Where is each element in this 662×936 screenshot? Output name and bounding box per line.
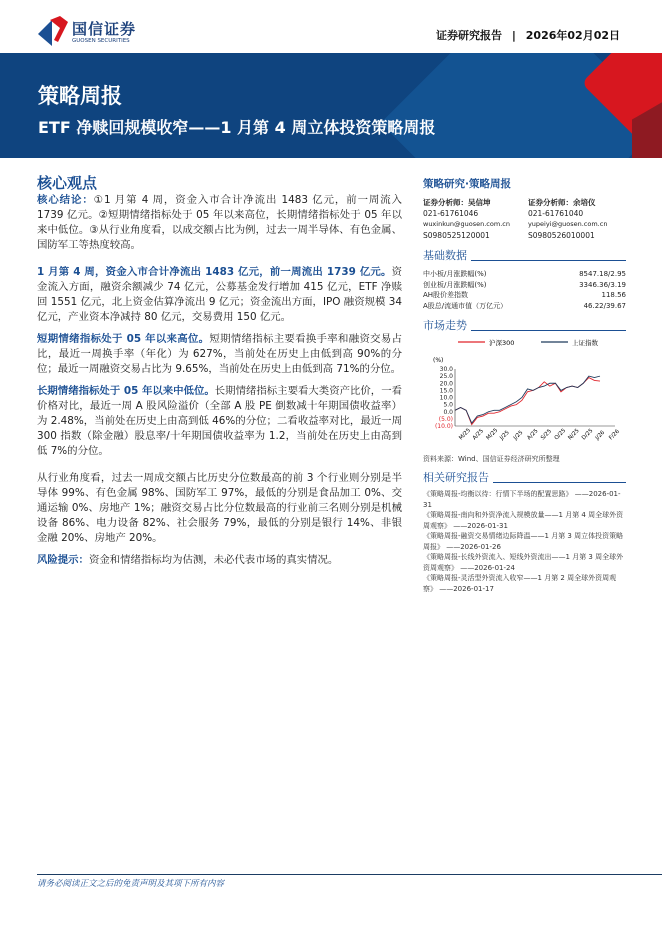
x-tick-label: S/25 [539, 428, 553, 442]
analyst-name: 证券分析师：余培仪 [527, 198, 596, 207]
paragraph-text: 长期情绪指标主要看大类资产比价，一看价格对比，最近一周 A 股风险溢价（全部 A 股 PE 倒数减十年期国债收益率）为 2.48%，当前处在历史上由高到低 46%的分位；二看收益率对比，最近一周 300 指数（除金融）股息率/十年期国债收益率为 1.2，当前处在历史上由高到低 7%的分位。 [37, 385, 402, 457]
legend-label: 沪深300 [489, 339, 515, 347]
paragraph-lead: 风险提示： [37, 554, 89, 566]
x-tick-label: O/25 [553, 427, 568, 442]
category-label: 策略研究·策略周报 [423, 178, 511, 190]
basic-data-table [423, 269, 626, 311]
footer-divider [37, 874, 662, 875]
y-tick-label: (5.0) [438, 415, 453, 423]
analyst-card [528, 197, 608, 241]
y-tick-label: 0.0 [443, 408, 453, 416]
market-chart [423, 325, 633, 455]
paragraph [37, 193, 402, 253]
data-key: A股总/流通市值（万亿元） [423, 301, 508, 310]
chart-source: 资料来源：Wind、国信证券经济研究所整理 [423, 455, 560, 463]
data-key: AH股价差指数 [423, 291, 469, 299]
legend-label: 上证指数 [572, 339, 598, 347]
series-line-hs300 [455, 378, 600, 425]
logo-text: 国信证券 [72, 20, 137, 38]
data-key: 创业板/月涨跌幅(%) [423, 280, 487, 289]
data-row [423, 280, 626, 291]
paragraph-text: ①1 月第 4 周，资金入市合计净流出 1483 亿元，前一周流入 1739 亿元。②短期情绪指标处于 05 年以来高位，长期情绪指标处于 05 年以来中低位。③从行业角度看，以成交额占比为例，过去一周半导体、有色金属、国防军工等热度较高。 [37, 194, 402, 251]
series-line-shanghai [455, 376, 600, 423]
data-value: 118.56 [601, 291, 626, 299]
section-title: 核心观点 [37, 174, 98, 192]
related-report-link[interactable]: 《策略周报-均衡以待：行情下半场的配置思路》 ——2026-01-31 [423, 490, 621, 509]
paragraph-text: 从行业角度看，过去一周成交额占比历史分位数最高的前 3 个行业则分别是半导体 99%、有色金属 98%、国防军工 97%，最低的分别是食品加工 0%、交通运输 0%、房地产 1%；融资交易占比分位数最高的行业前三名则分别是机械设备 86%、电力设备 82%、社会服务 79%，最低的分别是银行 14%、非银金融 20%、房地产 20%。 [37, 472, 402, 544]
x-tick-label: N/25 [567, 428, 581, 442]
heading-text: 市场走势 [423, 317, 471, 333]
x-tick-label: F/26 [608, 428, 621, 442]
analyst-email[interactable]: yupeiyi@guosen.com.cn [527, 220, 608, 228]
report-title: 策略周报 [38, 84, 122, 108]
related-report-link[interactable]: 《策略周报-南向和外资净流入规模放量——1 月第 4 周全球外资周观察》 ——2026-01-31 [423, 511, 624, 530]
y-tick-label: 25.0 [439, 373, 453, 381]
y-axis-label: (%) [433, 357, 444, 364]
report-subtitle: ETF 净赎回规模收窄——1 月第 4 周立体投资策略周报 [38, 118, 436, 137]
related-reports [423, 469, 626, 594]
y-tick-label: 5.0 [443, 401, 453, 409]
x-tick-label: A/25 [471, 428, 485, 442]
sidebar [423, 176, 626, 331]
analyst-phone: 021-61761040 [527, 209, 584, 218]
y-tick-label: 10.0 [439, 394, 453, 402]
paragraph-lead: 短期情绪指标处于 05 年以来高位。 [37, 333, 210, 345]
paragraph-lead: 1 月第 4 周，资金入市合计净流出 1483 亿元，前一周流出 1739 亿元。 [37, 266, 392, 278]
x-tick-label: J/26 [594, 429, 607, 442]
data-row [423, 301, 626, 312]
data-row [423, 269, 626, 280]
paragraph [37, 471, 402, 546]
y-tick-label: 30.0 [439, 366, 453, 373]
paragraph-lead: 核心结论： [37, 194, 94, 206]
separator: | [511, 29, 516, 42]
analyst-card [423, 197, 510, 241]
report-type: 证券研究报告 [436, 29, 503, 42]
paragraph [37, 265, 402, 325]
y-tick-label: 20.0 [439, 380, 453, 388]
logo-mark-icon [38, 16, 68, 46]
heading-text: 基础数据 [423, 247, 471, 263]
heading-text: 相关研究报告 [423, 469, 493, 485]
x-tick-label: M/25 [485, 427, 500, 442]
related-report-link[interactable]: 《策略周报-长线外资流入、短线外资流出——1 月第 3 周全球外资周观察》 ——2026-01-24 [423, 553, 624, 572]
analyst-name: 证券分析师：吴信坤 [423, 198, 491, 207]
paragraph [37, 332, 402, 377]
x-tick-label: J/25 [499, 429, 511, 442]
disclaimer-note: 请务必阅读正文之后的免责声明及其项下所有内容 [37, 879, 225, 889]
report-date: 2026年02月02日 [525, 29, 620, 42]
core-views [37, 193, 402, 575]
analyst-cert: S0980525120001 [423, 231, 490, 240]
related-report-link[interactable]: 《策略周报-融资交易情绪边际降温——1 月第 3 周立体投资策略周报》 ——2026-01-26 [423, 532, 624, 551]
data-value: 46.22/39.67 [583, 301, 626, 310]
data-value: 3346.36/3.19 [579, 280, 626, 289]
x-tick-label: M/25 [458, 427, 473, 442]
data-key: 中小板/月涨跌幅(%) [423, 270, 487, 278]
x-tick-label: D/25 [580, 427, 595, 442]
paragraph-text: 资金流入方面，融资余额减少 74 亿元，公募基金发行增加 415 亿元，ETF 净赎回 1551 亿元，北上资金估算净流出 9 亿元；资金流出方面，IPO 融资规模 34 亿元，产业资本净减持 80 亿元，交易费用 150 亿元。 [37, 266, 402, 323]
related-heading [423, 469, 626, 483]
analyst-email[interactable]: wuxinkun@guosen.com.cn [423, 220, 510, 228]
paragraph-text: 短期情绪指标主要看换手率和融资交易占比，最近一周换手率（年化）为 627%，当前处在历史上由低到高 90%的分位；最近一周融资交易占比为 9.65%，当前处在历史上由低到高 71%的分位。 [37, 333, 402, 375]
paragraph [37, 384, 402, 459]
related-report-link[interactable]: 《策略周报-灵活型外资流入收窄——1 月第 2 周全球外资周观察》 ——2026-01-17 [423, 574, 617, 593]
guosen-logo [38, 16, 158, 48]
x-tick-label: A/25 [526, 428, 540, 442]
paragraph-lead: 长期情绪指标处于 05 年以来中低位。 [37, 385, 215, 397]
data-value: 8547.18/2.95 [579, 270, 626, 278]
y-tick-label: (10.0) [434, 423, 453, 430]
logo-subtext: GUOSEN SECURITIES [72, 38, 130, 44]
paragraph [37, 553, 402, 568]
analyst-cert: S0980526010001 [527, 231, 595, 240]
data-row [423, 290, 626, 301]
y-tick-label: 15.0 [439, 387, 453, 395]
paragraph-text: 资金和情绪指标均为估测，未必代表市场的真实情况。 [88, 554, 339, 566]
report-meta [436, 27, 620, 43]
basic-data-heading [423, 247, 626, 261]
x-tick-label: J/25 [512, 429, 525, 442]
analyst-phone: 021-61761046 [423, 209, 479, 218]
